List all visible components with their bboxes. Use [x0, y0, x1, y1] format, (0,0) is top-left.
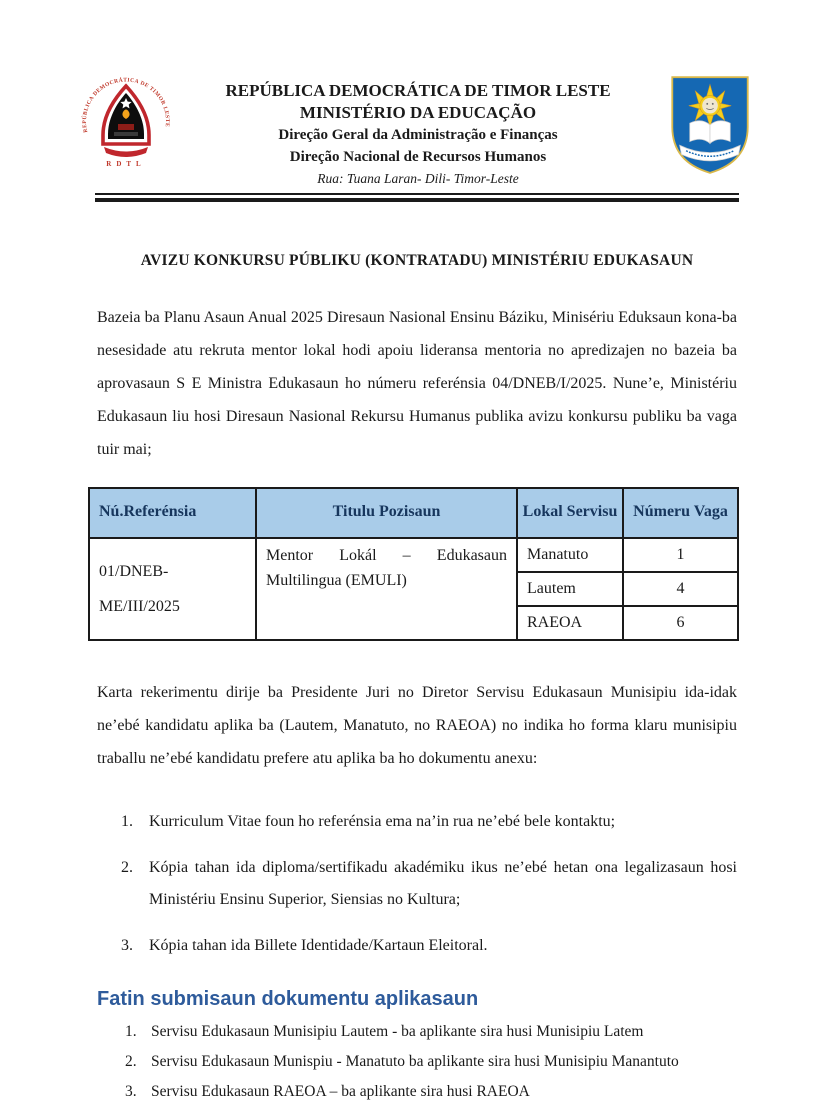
col-header-reference: Nú.Referénsia — [89, 488, 256, 538]
list-item — [97, 1047, 737, 1076]
item-number: 2. — [121, 858, 133, 876]
application-paragraph: Karta rekerimentu dirije ba Presidente Juri no Diretor Servisu Edukasaun Munisipiu ida-idak ne’ebé kandidatu aplika ba (Lautem, Manatuto, no RAEOA) no indika ho forma klaru munisipiu traballu ne’ebé kandidatu prefere atu aplika ba ho dokumentu anexu: — [97, 683, 737, 767]
item-number: 1. — [121, 812, 133, 830]
reference-cell — [89, 538, 256, 640]
requirements-list — [97, 806, 737, 962]
letterhead-country: REPÚBLICA DEMOCRÁTICA DE TIMOR LESTE — [225, 81, 611, 100]
rdtl-emblem-box — [72, 72, 180, 184]
letterhead-direction-national: Direção Nacional de Recursos Humanos — [289, 149, 547, 165]
education-logo-box — [656, 72, 764, 178]
reference-line-1: 01/DNEB- — [99, 562, 169, 580]
emblem-arc-text: REPÚBLICA DEMOCRÁTICA DE TIMOR LESTE — [81, 77, 171, 134]
item-number: 1. — [125, 1022, 137, 1040]
letterhead-direction-general: Direção Geral da Administração e Finanças — [278, 127, 558, 143]
emblem-caption: RDTL — [106, 160, 146, 168]
letterhead-text — [180, 72, 656, 189]
timor-leste-national-emblem-icon — [74, 72, 178, 184]
col-header-vacancies: Númeru Vaga — [623, 488, 738, 538]
location-cell: Lautem — [517, 572, 623, 606]
location-cell: RAEOA — [517, 606, 623, 640]
item-text: Kópia tahan ida diploma/sertifikadu akadémiku ikus ne’ebé hetan ona legalizasaun hosi Ministériu Ensinu Superior, Siensias no Kultura; — [149, 858, 737, 908]
document-title: AVIZU KONKURSU PÚBLIKU (KONTRATADU) MINISTÉRIU EDUKASAUN — [140, 252, 694, 269]
letterhead-divider — [95, 193, 739, 202]
submission-heading: Fatin submisaun dokumentu aplikasaun — [97, 987, 479, 1010]
item-text: Servisu Edukasaun Munispiu - Manatuto ba aplikante sira husi Munisipiu Manantuto — [151, 1052, 679, 1070]
reference-line-2: ME/III/2025 — [99, 597, 180, 615]
list-item — [97, 806, 737, 838]
submission-list — [97, 1017, 737, 1106]
location-cell: Manatuto — [517, 538, 623, 572]
col-header-position: Titulu Pozisaun — [256, 488, 517, 538]
item-text: Kópia tahan ida Billete Identidade/Kartaun Eleitoral. — [149, 936, 488, 954]
letterhead-ministry: MINISTÉRIO DA EDUCAÇÃO — [299, 103, 537, 122]
position-title-cell: Mentor Lokál – Edukasaun Multilingua (EMULI) — [256, 538, 517, 640]
vacancies-cell: 4 — [623, 572, 738, 606]
intro-paragraph: Bazeia ba Planu Asaun Anual 2025 Diresaun Nasional Ensinu Báziku, Minisériu Eduksaun kona-ba nesesidade atu rekruta mentor lokal hodi apoiu lideransa mentoria no apredizajen no bazeia ba aprovasaun S E Ministra Edukasaun ho númeru referénsia 04/DNEB/I/2025. Nune’e, Ministériu Edukasaun liu hosi Diresaun Nasional Rekursu Humanus publika avizu konkursu publiku ba vaga tuir mai; — [97, 309, 737, 458]
item-number: 2. — [125, 1052, 137, 1070]
list-item — [97, 1077, 737, 1106]
vacancies-cell: 6 — [623, 606, 738, 640]
ministry-education-logo-icon — [664, 72, 756, 178]
letterhead-address: Rua: Tuana Laran- Dili- Timor-Leste — [317, 171, 519, 186]
item-text: Servisu Edukasaun Munisipiu Lautem - ba aplikante sira husi Munisipiu Latem — [151, 1022, 644, 1040]
col-header-location: Lokal Servisu — [517, 488, 623, 538]
item-number: 3. — [125, 1082, 137, 1100]
letterhead — [0, 0, 834, 189]
vacancy-table — [88, 487, 739, 641]
item-text: Kurriculum Vitae foun ho referénsia ema na’in rua ne’ebé bele kontaktu; — [149, 812, 616, 830]
item-text: Servisu Edukasaun RAEOA – ba aplikante sira husi RAEOA — [151, 1082, 530, 1100]
list-item — [97, 1017, 737, 1046]
item-number: 3. — [121, 936, 133, 954]
vacancies-cell: 1 — [623, 538, 738, 572]
list-item — [97, 930, 737, 962]
list-item — [97, 852, 737, 916]
table-header-row — [89, 488, 738, 538]
table-row — [89, 538, 738, 572]
